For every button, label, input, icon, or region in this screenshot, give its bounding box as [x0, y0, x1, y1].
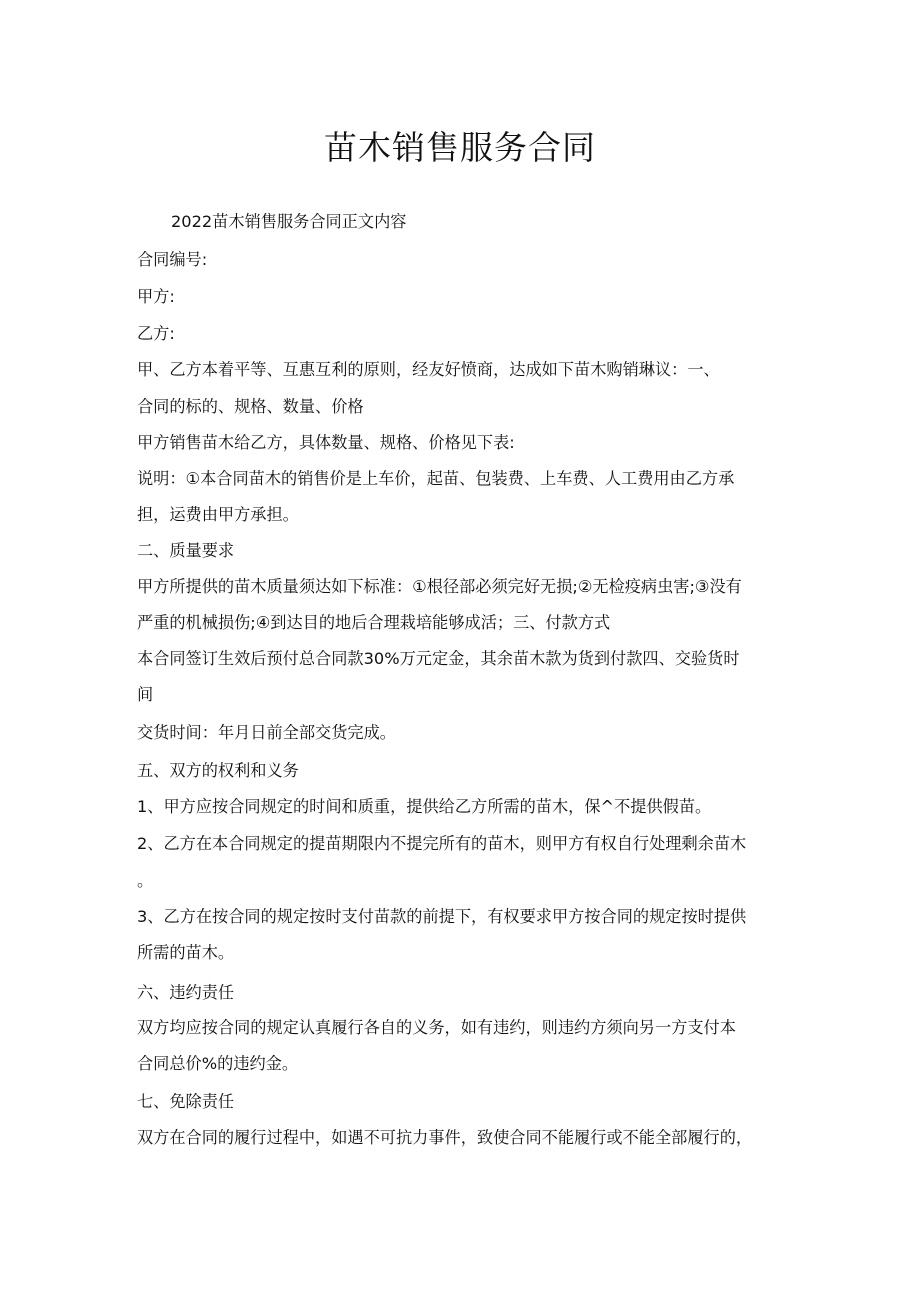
paragraph-line: 间 [137, 685, 154, 704]
paragraph-line: 交货时间：年月日前全部交货完成。 [137, 723, 396, 742]
subtitle-line: 2022苗木销售服务合同正文内容 [171, 212, 407, 231]
paragraph-line: 甲、乙方本着平等、互惠互利的原则，经友好愤商，达成如下苗木购销琳议：一、 [137, 360, 720, 379]
paragraph-line: 合同总价%的违约金。 [137, 1054, 299, 1073]
paragraph-line: 担，运费由甲方承担。 [137, 505, 299, 524]
paragraph-line: 说明：①本合同苗木的销售价是上车价，起苗、包装费、上车费、人工费用由乙方承 [137, 469, 735, 488]
list-item-continuation: 所需的苗木。 [137, 943, 235, 962]
section-heading: 六、违约责任 [137, 983, 235, 1002]
list-item: 3、乙方在按合同的规定按时支付苗款的前提下，有权要求甲方按合同的规定按时提供 [137, 907, 747, 926]
paragraph-line: 双方在合同的履行过程中，如遇不可抗力事件，致使合同不能履行或不能全部履行的， [137, 1128, 753, 1147]
party-a-line: 甲方: [137, 287, 175, 306]
section-heading: 二、质量要求 [137, 541, 235, 560]
paragraph-line: 严重的机械损伤;④到达目的地后合理栽培能够成活；三、付款方式 [137, 613, 611, 632]
document-title: 苗木销售服务合同 [324, 128, 596, 167]
list-item: 2、乙方在本合同规定的提苗期限内不提完所有的苗木，则甲方有权自行处理剩余苗木 [137, 834, 747, 853]
contract-number-line: 合同编号: [137, 250, 208, 269]
paragraph-line: 本合同签订生效后预付总合同款30%万元定金，其余苗木款为货到付款四、交验货时 [137, 649, 740, 668]
paragraph-line: 双方均应按合同的规定认真履行各自的义务，如有违约，则违约方须向另一方支付本 [137, 1018, 736, 1037]
party-b-line: 乙方: [137, 324, 175, 343]
paragraph-line: 甲方所提供的苗木质量须达如下标准：①根径部必须完好无损;②无检疫病虫害;③没有 [137, 577, 742, 596]
paragraph-line: 甲方销售苗木给乙方，具体数量、规格、价格见下表: [137, 433, 515, 452]
list-item-continuation: 。 [137, 871, 154, 890]
section-heading: 七、免除责任 [137, 1092, 235, 1111]
paragraph-line: 合同的标的、规格、数量、价格 [137, 397, 364, 416]
section-heading: 五、双方的权利和义务 [137, 761, 299, 780]
list-item: 1、甲方应按合同规定的时间和质重，提供给乙方所需的苗木，保^不提供假苗。 [137, 797, 712, 816]
